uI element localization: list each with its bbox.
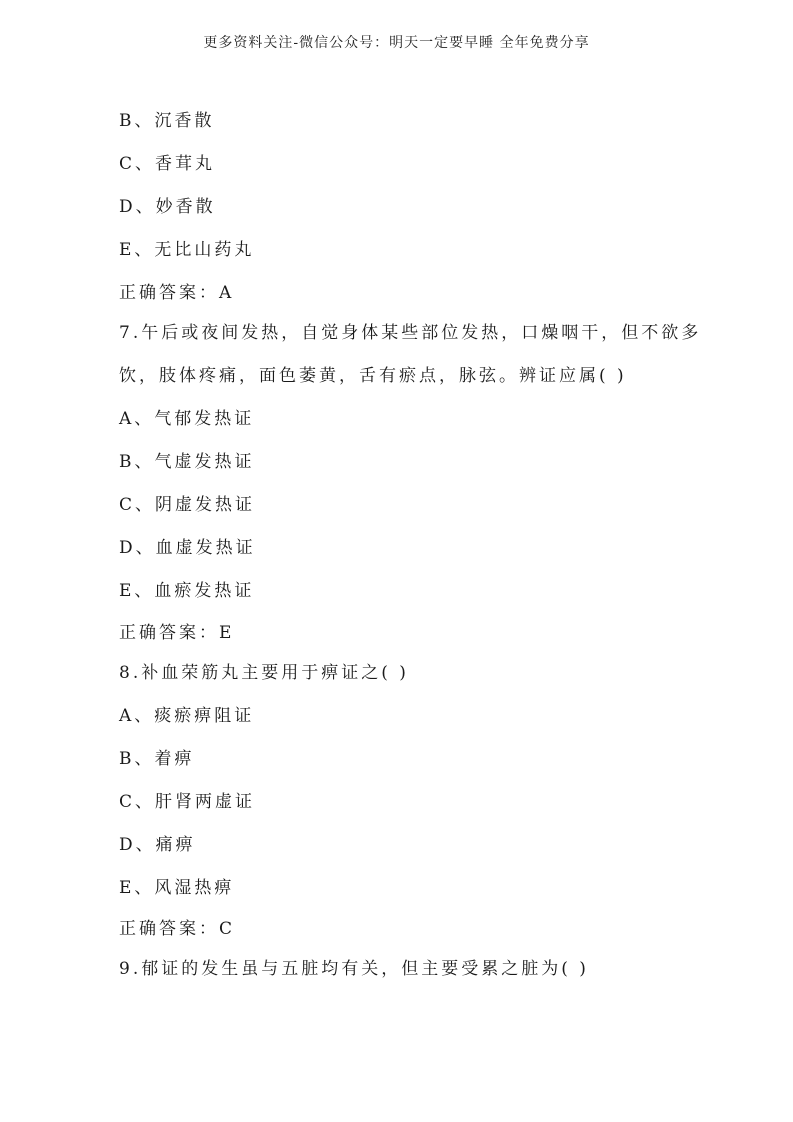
option-b-q7: B、气虚发热证 — [119, 452, 255, 472]
option-e-q6: E、无比山药丸 — [119, 240, 255, 260]
option-c-q8: C、肝肾两虚证 — [119, 792, 256, 812]
question-8: 8.补血荣筋丸主要用于痹证之( ) — [119, 663, 409, 683]
question-7-line-1: 7.午后或夜间发热，自觉身体某些部位发热，口燥咽干，但不欲多 — [119, 323, 702, 343]
option-c-q7: C、阴虚发热证 — [119, 495, 256, 515]
option-e-q8: E、风湿热痹 — [119, 878, 235, 898]
option-a-q8: A、痰瘀痹阻证 — [119, 706, 255, 726]
answer-q6: 正确答案：A — [119, 283, 235, 303]
option-d-q7: D、血虚发热证 — [119, 538, 256, 558]
option-d-q6: D、妙香散 — [119, 197, 216, 217]
question-9: 9.郁证的发生虽与五脏均有关，但主要受累之脏为( ) — [119, 959, 589, 979]
question-7-line-2: 饮，肢体疼痛，面色萎黄，舌有瘀点，脉弦。辨证应属( ) — [119, 366, 627, 386]
option-b-q8: B、着痹 — [119, 749, 195, 769]
option-d-q8: D、痛痹 — [119, 835, 196, 855]
option-e-q7: E、血瘀发热证 — [119, 581, 255, 601]
option-b-q6: B、沉香散 — [119, 111, 215, 131]
option-c-q6: C、香茸丸 — [119, 154, 216, 174]
answer-q8: 正确答案：C — [119, 919, 236, 939]
page-header: 更多资料关注-微信公众号：明天一定要早睡 全年免费分享 — [203, 35, 590, 51]
answer-q7: 正确答案：E — [119, 623, 235, 643]
option-a-q7: A、气郁发热证 — [119, 409, 255, 429]
